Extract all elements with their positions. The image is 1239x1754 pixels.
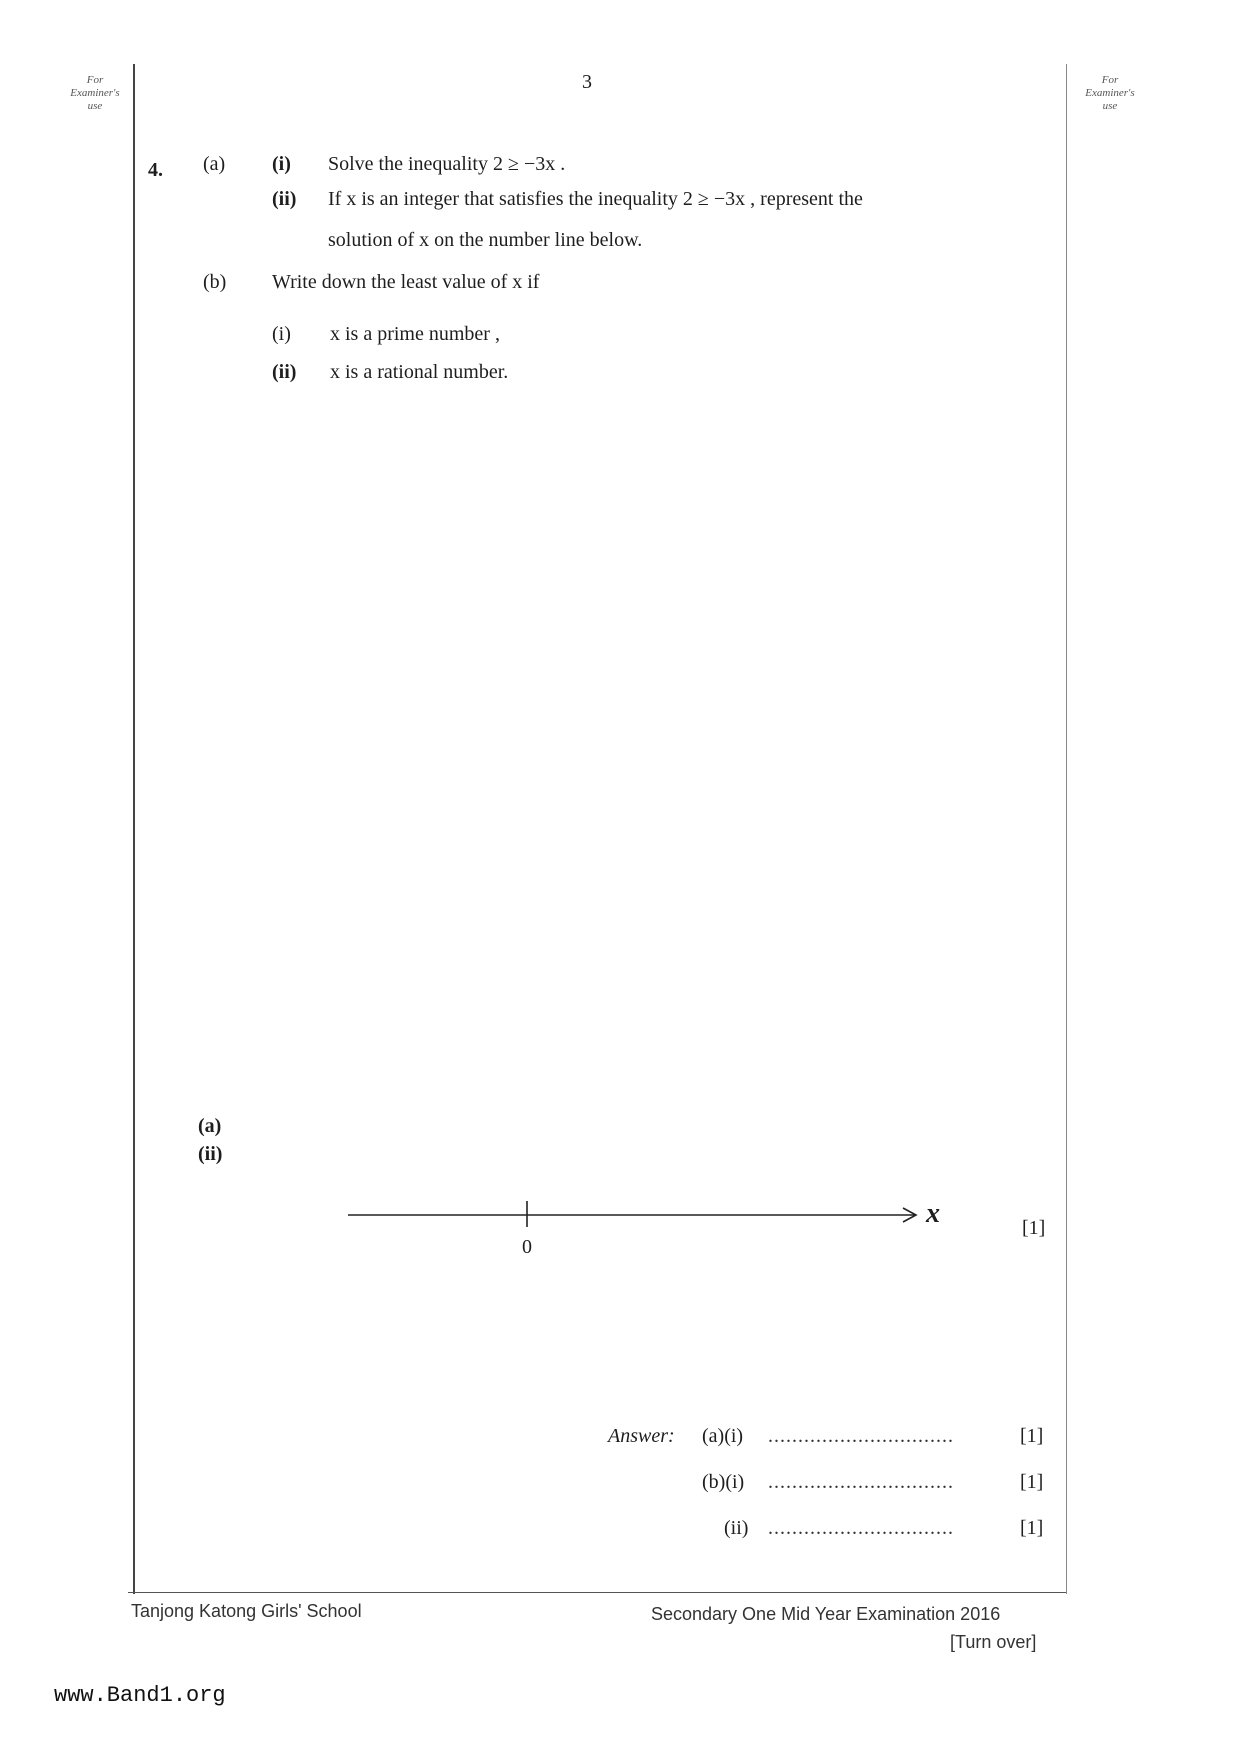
page-number: 3	[582, 71, 592, 93]
answer-row-marks: [1]	[1020, 1425, 1044, 1447]
right-margin-note	[1065, 74, 1155, 113]
footer-school: Tanjong Katong Girls' School	[131, 1601, 362, 1621]
part-b-ii-text: x is a rational number.	[330, 361, 509, 383]
footer-exam: Secondary One Mid Year Examination 2016	[651, 1604, 1001, 1624]
watermark-url: www.Band1.org	[54, 1683, 226, 1708]
answer-row-label: (a)(i)	[702, 1425, 744, 1447]
number-line-marks: [1]	[1022, 1217, 1046, 1239]
right-margin-note-line: Examiner's	[1085, 87, 1135, 99]
number-line-axis-label: x	[926, 1198, 940, 1229]
answer-area-label-ii: (ii)	[198, 1143, 223, 1165]
answer-row-line[interactable]: ...............................	[768, 1517, 954, 1539]
left-margin-note-line: use	[87, 100, 103, 112]
part-a-i-label: (i)	[272, 153, 291, 175]
question-number: 4.	[148, 159, 163, 181]
answer-row-marks: [1]	[1020, 1471, 1044, 1493]
left-margin-note-line: For	[86, 74, 104, 86]
number-line-zero-label: 0	[522, 1236, 532, 1258]
footer-turn-over: [Turn over]	[950, 1632, 1037, 1652]
part-a-i-text: Solve the inequality 2 ≥ −3x .	[328, 153, 566, 175]
right-margin-note-line: For	[1101, 74, 1119, 86]
answer-row-line[interactable]: ...............................	[768, 1471, 954, 1493]
part-a-ii-line2: solution of x on the number line below.	[328, 229, 643, 251]
part-b-text: Write down the least value of x if	[272, 271, 540, 293]
right-margin-note-line: use	[1102, 100, 1118, 112]
part-a-label: (a)	[203, 153, 226, 175]
part-b-ii-label: (ii)	[272, 361, 297, 383]
answer-row-label: (ii)	[724, 1517, 749, 1539]
number-line	[340, 1195, 960, 1265]
answer-row-line[interactable]: ...............................	[768, 1425, 954, 1447]
right-margin-rule	[1066, 64, 1067, 1594]
answer-area-label-a: (a)	[198, 1115, 222, 1137]
left-margin-note-line: Examiner's	[70, 87, 120, 99]
left-margin-note	[50, 74, 140, 113]
part-b-label: (b)	[203, 271, 227, 293]
left-margin-rule	[133, 64, 135, 1594]
answer-row-marks: [1]	[1020, 1517, 1044, 1539]
answer-row-label: (b)(i)	[702, 1471, 745, 1493]
part-b-i-text: x is a prime number ,	[330, 323, 500, 345]
part-a-ii-label: (ii)	[272, 188, 297, 210]
part-b-i-label: (i)	[272, 323, 291, 345]
answer-title: Answer:	[608, 1425, 675, 1447]
part-a-ii-line1: If x is an integer that satisfies the inequality 2 ≥ −3x , represent the	[328, 188, 863, 210]
footer-rule	[128, 1592, 1066, 1593]
